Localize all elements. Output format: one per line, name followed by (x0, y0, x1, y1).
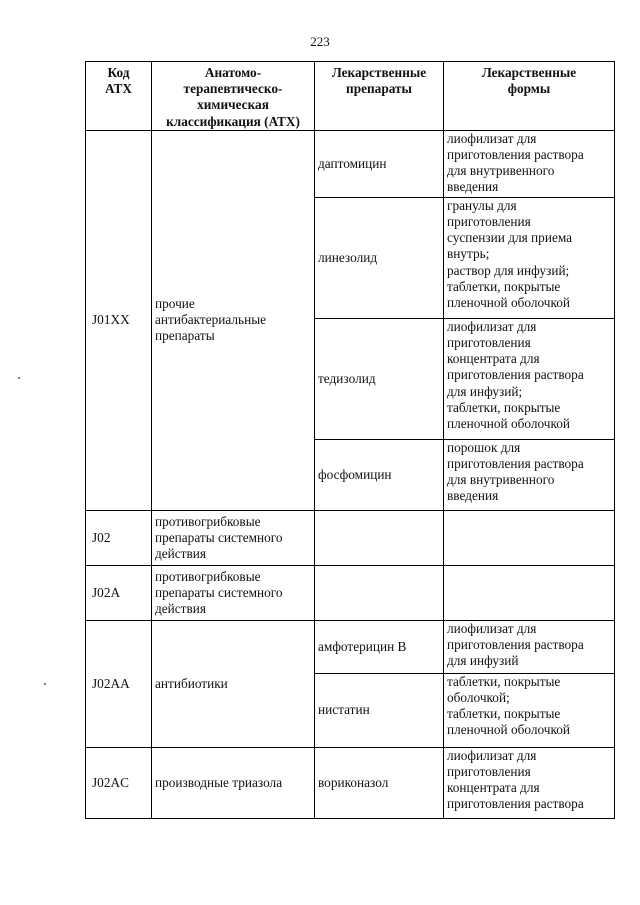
table-row (86, 510, 615, 565)
atc-drug-table (85, 61, 615, 819)
drug-name (315, 565, 444, 620)
dosage-forms: лиофилизат для приготовления раствора для инфузий (444, 620, 615, 673)
drug-name: фосфомицин (315, 439, 444, 510)
drug-name: тедизолид (315, 318, 444, 439)
table-row (86, 747, 615, 818)
table-row (86, 620, 615, 673)
dosage-forms: лиофилизат для приготовления концентрата для приготовления раствора (444, 747, 615, 818)
drug-name (315, 510, 444, 565)
scan-speck (18, 377, 20, 379)
header-forms: Лекарственные формы (444, 62, 615, 131)
atc-code: J01XX (86, 130, 152, 510)
atc-group-name: прочие антибактериальные препараты (152, 130, 315, 510)
dosage-forms: гранулы для приготовления суспензии для приема внутрь; раствор для инфузий; таблетки, покрытые пленочной оболочкой (444, 197, 615, 318)
header-atc-classification: Анатомо- терапевтическо- химическая классификация (АТХ) (152, 62, 315, 131)
atc-group-name: производные триазола (152, 747, 315, 818)
atc-group-name: противогрибковые препараты системного действия (152, 565, 315, 620)
atc-code: J02AC (86, 747, 152, 818)
table-row (86, 130, 615, 197)
dosage-forms: лиофилизат для приготовления раствора для внутривенного введения (444, 130, 615, 197)
atc-code: J02 (86, 510, 152, 565)
drug-name: вориконазол (315, 747, 444, 818)
dosage-forms (444, 565, 615, 620)
header-row (86, 62, 615, 131)
header-drugs: Лекарственные препараты (315, 62, 444, 131)
drug-name: нистатин (315, 673, 444, 747)
table-row (86, 565, 615, 620)
atc-code: J02AA (86, 620, 152, 747)
page-number: 223 (310, 34, 330, 49)
dosage-forms: порошок для приготовления раствора для внутривенного введения (444, 439, 615, 510)
atc-group-name: противогрибковые препараты системного действия (152, 510, 315, 565)
drug-name: линезолид (315, 197, 444, 318)
dosage-forms: таблетки, покрытые оболочкой; таблетки, покрытые пленочной оболочкой (444, 673, 615, 747)
atc-group-name: антибиотики (152, 620, 315, 747)
dosage-forms: лиофилизат для приготовления концентрата для приготовления раствора для инфузий; таблетки, покрытые пленочной оболочкой (444, 318, 615, 439)
drug-name: амфотерицин В (315, 620, 444, 673)
scan-speck (44, 683, 46, 685)
dosage-forms (444, 510, 615, 565)
header-code: Код АТХ (86, 62, 152, 131)
atc-code: J02A (86, 565, 152, 620)
drug-name: даптомицин (315, 130, 444, 197)
